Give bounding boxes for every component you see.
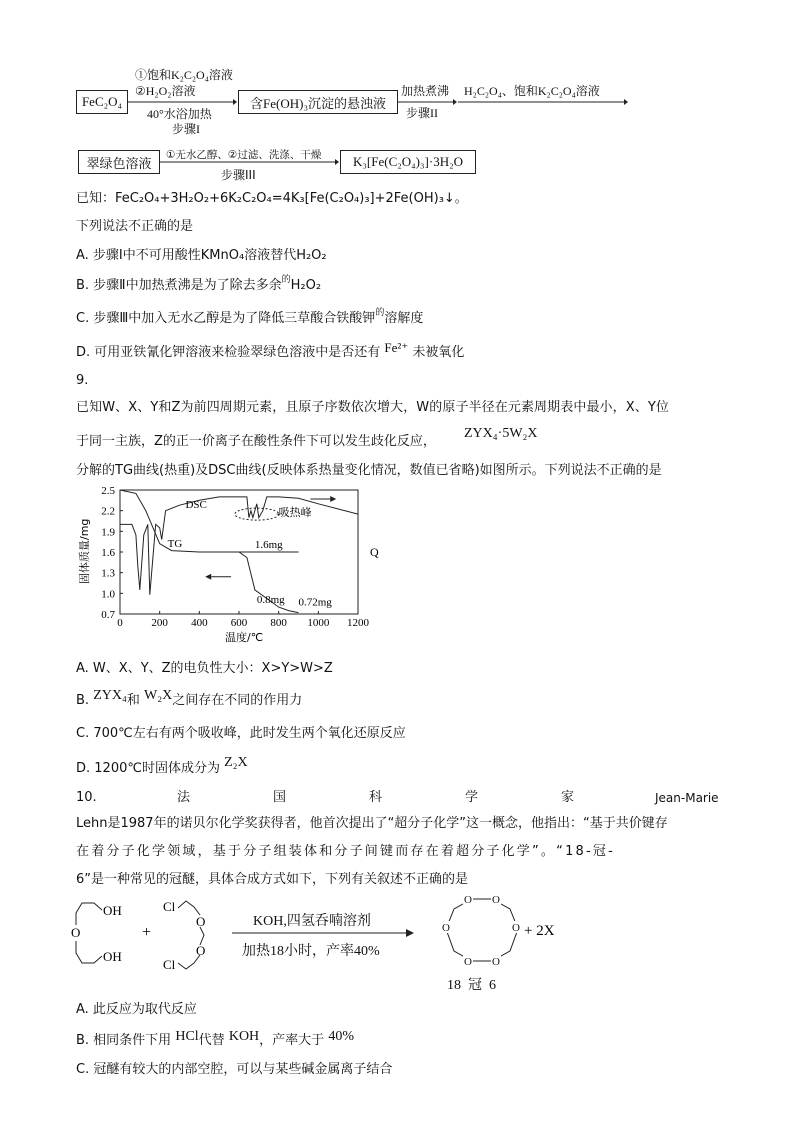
flow-step-3: 步骤III bbox=[221, 168, 256, 182]
flow-box-suspension: 含Fe(OH)₃沉淀的悬浊液 bbox=[238, 90, 398, 114]
flow-box-fec2o4: FeC₂O₄ bbox=[76, 90, 128, 114]
q8-option-d bbox=[76, 340, 465, 362]
q8-d-text: D. 可用亚铁氰化钾溶液来检验翠绿色溶液中是否还有 bbox=[76, 345, 381, 360]
flow-box-product: K₃[Fe(C₂O₄)₃]·3H₂O bbox=[340, 150, 476, 174]
x-tick-label: 0 bbox=[117, 617, 123, 629]
q8-known: 已知：FeC₂O₄+3H₂O₂+6K₂C₂O₄=4K₃[Fe(C₂O₄)₃]+2Fe(OH)₃↓。 bbox=[76, 191, 468, 206]
crown-o-5: O bbox=[464, 956, 472, 968]
q8-b-text: B. 步骤Ⅱ中加热煮沸是为了除去多余 bbox=[76, 278, 282, 293]
q10-b-post: ，产率大于 bbox=[259, 1033, 325, 1048]
y-tick-label: 2.5 bbox=[101, 485, 115, 497]
q10-number: 10. bbox=[76, 790, 97, 805]
q10-b-hcl: HCl bbox=[175, 1029, 199, 1044]
q10-line-2: Lehn是1987年的诺贝尔化学奖获得者，他首次提出了“超分子化学”这一概念，他指出：“基于共价键存 bbox=[76, 816, 668, 831]
x-tick-label: 1200 bbox=[347, 617, 369, 629]
dichloride-structure bbox=[178, 901, 204, 969]
q8-c-post: 溶解度 bbox=[384, 311, 424, 326]
annotation-endothermic: 吸热峰 bbox=[278, 506, 312, 520]
flow-step-2: 步骤II bbox=[406, 106, 438, 120]
tg-dsc-chart bbox=[76, 482, 386, 652]
q9-b-formula-2: W₂X bbox=[144, 688, 173, 703]
annotation-0-8mg: 0.8mg bbox=[256, 593, 285, 606]
flow-box-green-solution: 翠绿色溶液 bbox=[78, 150, 160, 174]
y-axis-label: 固体质量/mg bbox=[78, 518, 91, 584]
q9-option-c: C. 700℃左右有两个吸收峰，此时发生两个氧化还原反应 bbox=[76, 726, 406, 741]
flow-step-1: 步骤I bbox=[172, 122, 200, 136]
plus-sign: + bbox=[142, 924, 152, 941]
q8-stem: 下列说法不正确的是 bbox=[76, 219, 194, 234]
q10-word-3: 科 bbox=[369, 790, 383, 805]
q8-b-sup: 的 bbox=[281, 275, 291, 285]
q8-c-sup: 的 bbox=[375, 308, 385, 318]
diol-oh-top: OH bbox=[103, 903, 122, 918]
diol-oh-bottom: OH bbox=[103, 949, 122, 964]
q9-b-label: B. bbox=[76, 693, 90, 708]
q10-word-1: 法 bbox=[177, 790, 191, 805]
flow-arrow1-label-2: ②H₂O₂溶液 bbox=[135, 84, 196, 98]
x-tick-label: 200 bbox=[151, 617, 168, 629]
q9-line-3: 分解的TG曲线(热重)及DSC曲线(反映体系热量变化情况，数值已省略)如图所示。下列说法不正确的是 bbox=[76, 463, 662, 478]
flow-arrow1-label-3: 40°水浴加热 bbox=[147, 107, 212, 121]
flow-arrow4-label: ①无水乙醇、②过滤、洗涤、干燥 bbox=[166, 149, 322, 161]
q8-d-post: 未被氧化 bbox=[412, 345, 465, 360]
crown-o-6: O bbox=[442, 922, 450, 934]
y-tick-label: 0.7 bbox=[101, 609, 115, 621]
crown-ether-structure bbox=[446, 899, 518, 961]
tg-direction-arrowhead bbox=[205, 574, 211, 580]
q9-option-b bbox=[76, 688, 303, 710]
q9-formula: ZYX₄·5W₂X bbox=[464, 426, 538, 441]
annotation-dsc: DSC bbox=[185, 498, 207, 511]
q9-number: 9. bbox=[76, 373, 89, 388]
dsc-direction-arrowhead bbox=[330, 496, 336, 502]
x-axis-label: 温度/℃ bbox=[225, 631, 264, 644]
reagent-bottom: 加热18小时，产率40% bbox=[242, 944, 380, 959]
q9-b-formula-1: ZYX₄ bbox=[93, 688, 127, 703]
y-tick-label: 1.3 bbox=[101, 567, 115, 580]
y-tick-label: 2.2 bbox=[101, 505, 115, 518]
q9-option-d bbox=[76, 755, 248, 778]
dichloride-cl-top: Cl bbox=[163, 899, 176, 914]
q10-word-4: 学 bbox=[465, 790, 479, 805]
dichloride-o-bottom: O bbox=[196, 943, 206, 958]
byproduct-2x: + 2X bbox=[524, 923, 555, 939]
q10-b-text: B. 相同条件下用 bbox=[76, 1033, 172, 1048]
flow-arrow3-label: H₂C₂O₄、饱和K₂C₂O₄溶液 bbox=[464, 84, 600, 98]
y-tick-label: 1.9 bbox=[101, 526, 115, 539]
annotation-1-6mg: 1.6mg bbox=[254, 538, 283, 551]
q10-b-koh: KOH bbox=[228, 1029, 260, 1044]
dichloride-cl-bottom: Cl bbox=[163, 957, 176, 972]
series-dsc bbox=[120, 497, 358, 595]
q9-d-text: D. 1200℃时固体成分为 bbox=[76, 761, 220, 776]
q8-b-formula: H₂O₂ bbox=[290, 278, 322, 293]
crown-o-2: O bbox=[492, 894, 500, 906]
q10-line-3: 在着分子化学领域，基于分子组装体和分子间键而存在着超分子化学”。“18-冠- bbox=[76, 844, 615, 859]
q8-option-a: A. 步骤Ⅰ中不可用酸性KMnO₄溶液替代H₂O₂ bbox=[76, 248, 327, 263]
x-tick-label: 800 bbox=[270, 617, 287, 629]
q9-option-a: A. W、X、Y、Z的电负性大小：X>Y>W>Z bbox=[76, 661, 333, 676]
q9-line-2: 于同一主族，Z的正一价离子在酸性条件下可以发生歧化反应， bbox=[76, 434, 436, 449]
diol-o-atom: O bbox=[71, 925, 81, 940]
y2-axis-label: Q bbox=[370, 545, 379, 559]
q10-word-2: 国 bbox=[273, 790, 287, 805]
q10-option-a: A. 此反应为取代反应 bbox=[76, 1002, 197, 1017]
q10-name: Jean-Marie bbox=[655, 791, 719, 805]
crown-ether-oxygens bbox=[441, 893, 521, 968]
q9-line-1: 已知W、X、Y和Z为前四周期元素，且原子序数依次增大，W的原子半径在元素周期表中最小，X、Y位 bbox=[76, 400, 670, 415]
q10-b-percent: 40% bbox=[328, 1029, 354, 1044]
q8-option-c bbox=[76, 310, 423, 329]
q10-b-mid: 代替 bbox=[198, 1033, 225, 1048]
x-tick-label: 1000 bbox=[307, 617, 330, 629]
crown-ether-name: 18 冠 6 bbox=[447, 978, 496, 993]
q10-option-b bbox=[76, 1029, 354, 1050]
x-tick-label: 400 bbox=[191, 617, 208, 629]
dichloride-o-top: O bbox=[196, 914, 206, 929]
y-tick-label: 1.6 bbox=[101, 547, 115, 559]
q10-option-c: C. 冠醚有较大的内部空腔，可以与某些碱金属离子结合 bbox=[76, 1062, 393, 1077]
reagent-top: KOH,四氢呑喃溶剂 bbox=[253, 914, 371, 929]
q8-option-b bbox=[76, 277, 321, 296]
crown-o-3: O bbox=[512, 922, 520, 934]
flow-arrow1-label-1: ①饱和K₂C₂O₄溶液 bbox=[135, 68, 233, 82]
q9-d-formula: Z₂X bbox=[224, 755, 248, 770]
q9-b-post: 之间存在不同的作用力 bbox=[172, 693, 303, 708]
q9-b-and: 和 bbox=[126, 693, 140, 708]
annotation-0-72mg: 0.72mg bbox=[298, 596, 332, 609]
q10-line-4: 6”是一种常见的冠醚，具体合成方式如下，下列有关叙述不正确的是 bbox=[76, 872, 469, 887]
endothermic-peak-marker bbox=[235, 508, 279, 520]
y-tick-label: 1.0 bbox=[101, 588, 115, 601]
x-tick-label: 600 bbox=[230, 617, 248, 629]
annotation-tg: TG bbox=[167, 538, 183, 551]
q8-c-text: C. 步骤Ⅲ中加入无水乙醇是为了降低三草酸合铁酸钾 bbox=[76, 311, 376, 326]
q8-d-ion: Fe²⁺ bbox=[384, 340, 409, 355]
q10-word-5: 家 bbox=[561, 790, 575, 805]
crown-o-1: O bbox=[464, 894, 472, 906]
flow-arrow2-label: 加热煮沸 bbox=[401, 84, 450, 98]
crown-o-4: O bbox=[492, 956, 500, 968]
chart-series bbox=[120, 490, 358, 613]
